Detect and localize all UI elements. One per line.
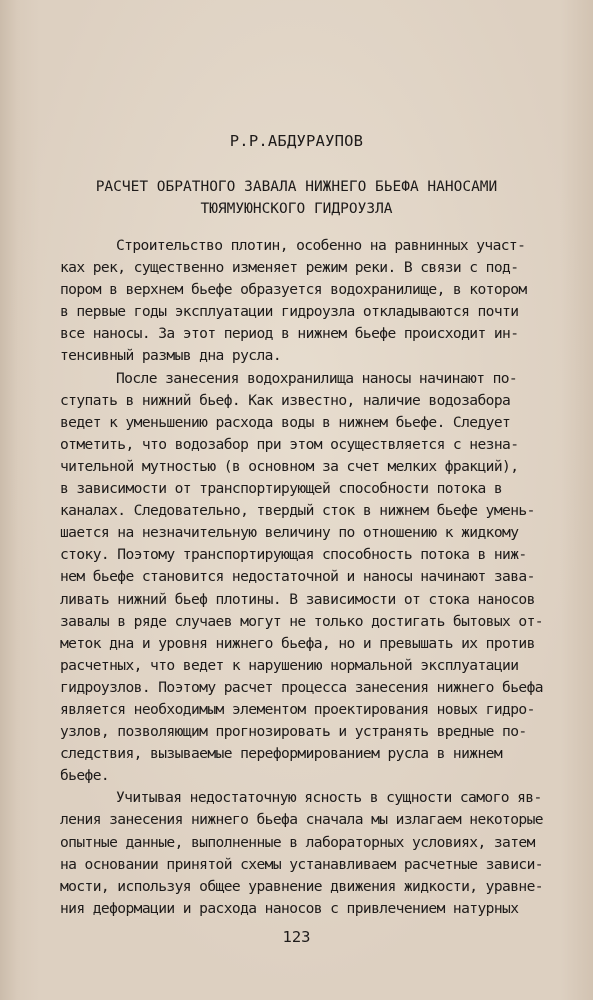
text-line: ступать в нижний бьеф. Как известно, наличие водозабора [60,391,511,409]
text-line: все наносы. За этот период в нижнем бьефе происходит ин- [60,325,519,343]
text-line: является необходимым элементом проектирования новых гидро- [60,700,535,718]
text-line: После занесения водохранилища наносы начинают по- [116,369,518,387]
title-line: ТЮЯМУЮНСКОГО ГИДРОУЗЛА [200,201,393,217]
text-line: расчетных, что ведет к нарушению нормальной эксплуатации [60,656,519,674]
text-line: чительной мутностью (в основном за счет мелких фракций), [60,457,519,475]
text-line: шается на незначительную величину по отношению к жидкому [60,524,519,542]
title-line: РАСЧЕТ ОБРАТНОГО ЗАВАЛА НИЖНЕГО БЬЕФА НАНОСАМИ [95,179,498,195]
text-line: пором в верхнем бьефе образуется водохранилище, в котором [60,281,527,299]
text-line: ния деформации и расхода наносов с привлечением натурных [60,899,519,917]
text-line: меток дна и уровня нижнего бьефа, но и превышать их против [60,634,535,652]
text-line: Учитывая недостаточную ясность в сущности самого яв- [116,789,542,807]
text-line: Строительство плотин, особенно на равнинных участ- [116,237,526,254]
text-line: в зависимости от транспортирующей способности потока в [60,480,503,498]
text-line: опытные данные, выполненные в лабораторных условиях, затем [60,833,535,851]
text-line: в первые годы эксплуатации гидроузла откладываются почти [60,303,519,321]
text-line: на основании принятой схемы устанавливаем расчетные зависи- [60,855,543,873]
body-text [0,235,593,920]
text-line: ках рек, существенно изменяет режим реки. В связи с под- [60,259,519,277]
text-line: отметить, что водозабор при этом осуществляется с незна- [60,435,519,453]
text-line: ления занесения нижнего бьефа сначала мы излагаем некоторые [60,811,543,829]
text-line: каналах. Следовательно, твердый сток в нижнем бьефе умень- [60,502,535,520]
author-name: Р.Р.АБДУРАУПОВ [229,132,364,150]
text-line: узлов, позволяющим прогнозировать и устранять вредные по- [60,723,527,741]
text-line: стоку. Поэтому транспортирующая способность потока в ниж- [60,546,527,564]
page-number: 123 [282,928,311,946]
text-line: завалы в ряде случаев могут не только достигать бытовых от- [60,612,543,630]
text-line: бьефе. [60,767,110,785]
article-title [0,176,593,220]
text-line: мости, используя общее уравнение движения жидкости, уравне- [60,877,543,895]
text-line: следствия, вызываемые переформированием русла в нижнем [60,745,503,763]
text-line: тенсивный размыв дна русла. [60,347,282,365]
text-line: гидроузлов. Поэтому расчет процесса занесения нижнего бьефа [60,678,543,696]
text-line: ведет к уменьшению расхода воды в нижнем бьефе. Следует [60,413,511,431]
text-line: ливать нижний бьеф плотины. В зависимости от стока наносов [60,590,535,608]
text-line: нем бьефе становится недостаточной и наносы начинают зава- [60,568,535,586]
